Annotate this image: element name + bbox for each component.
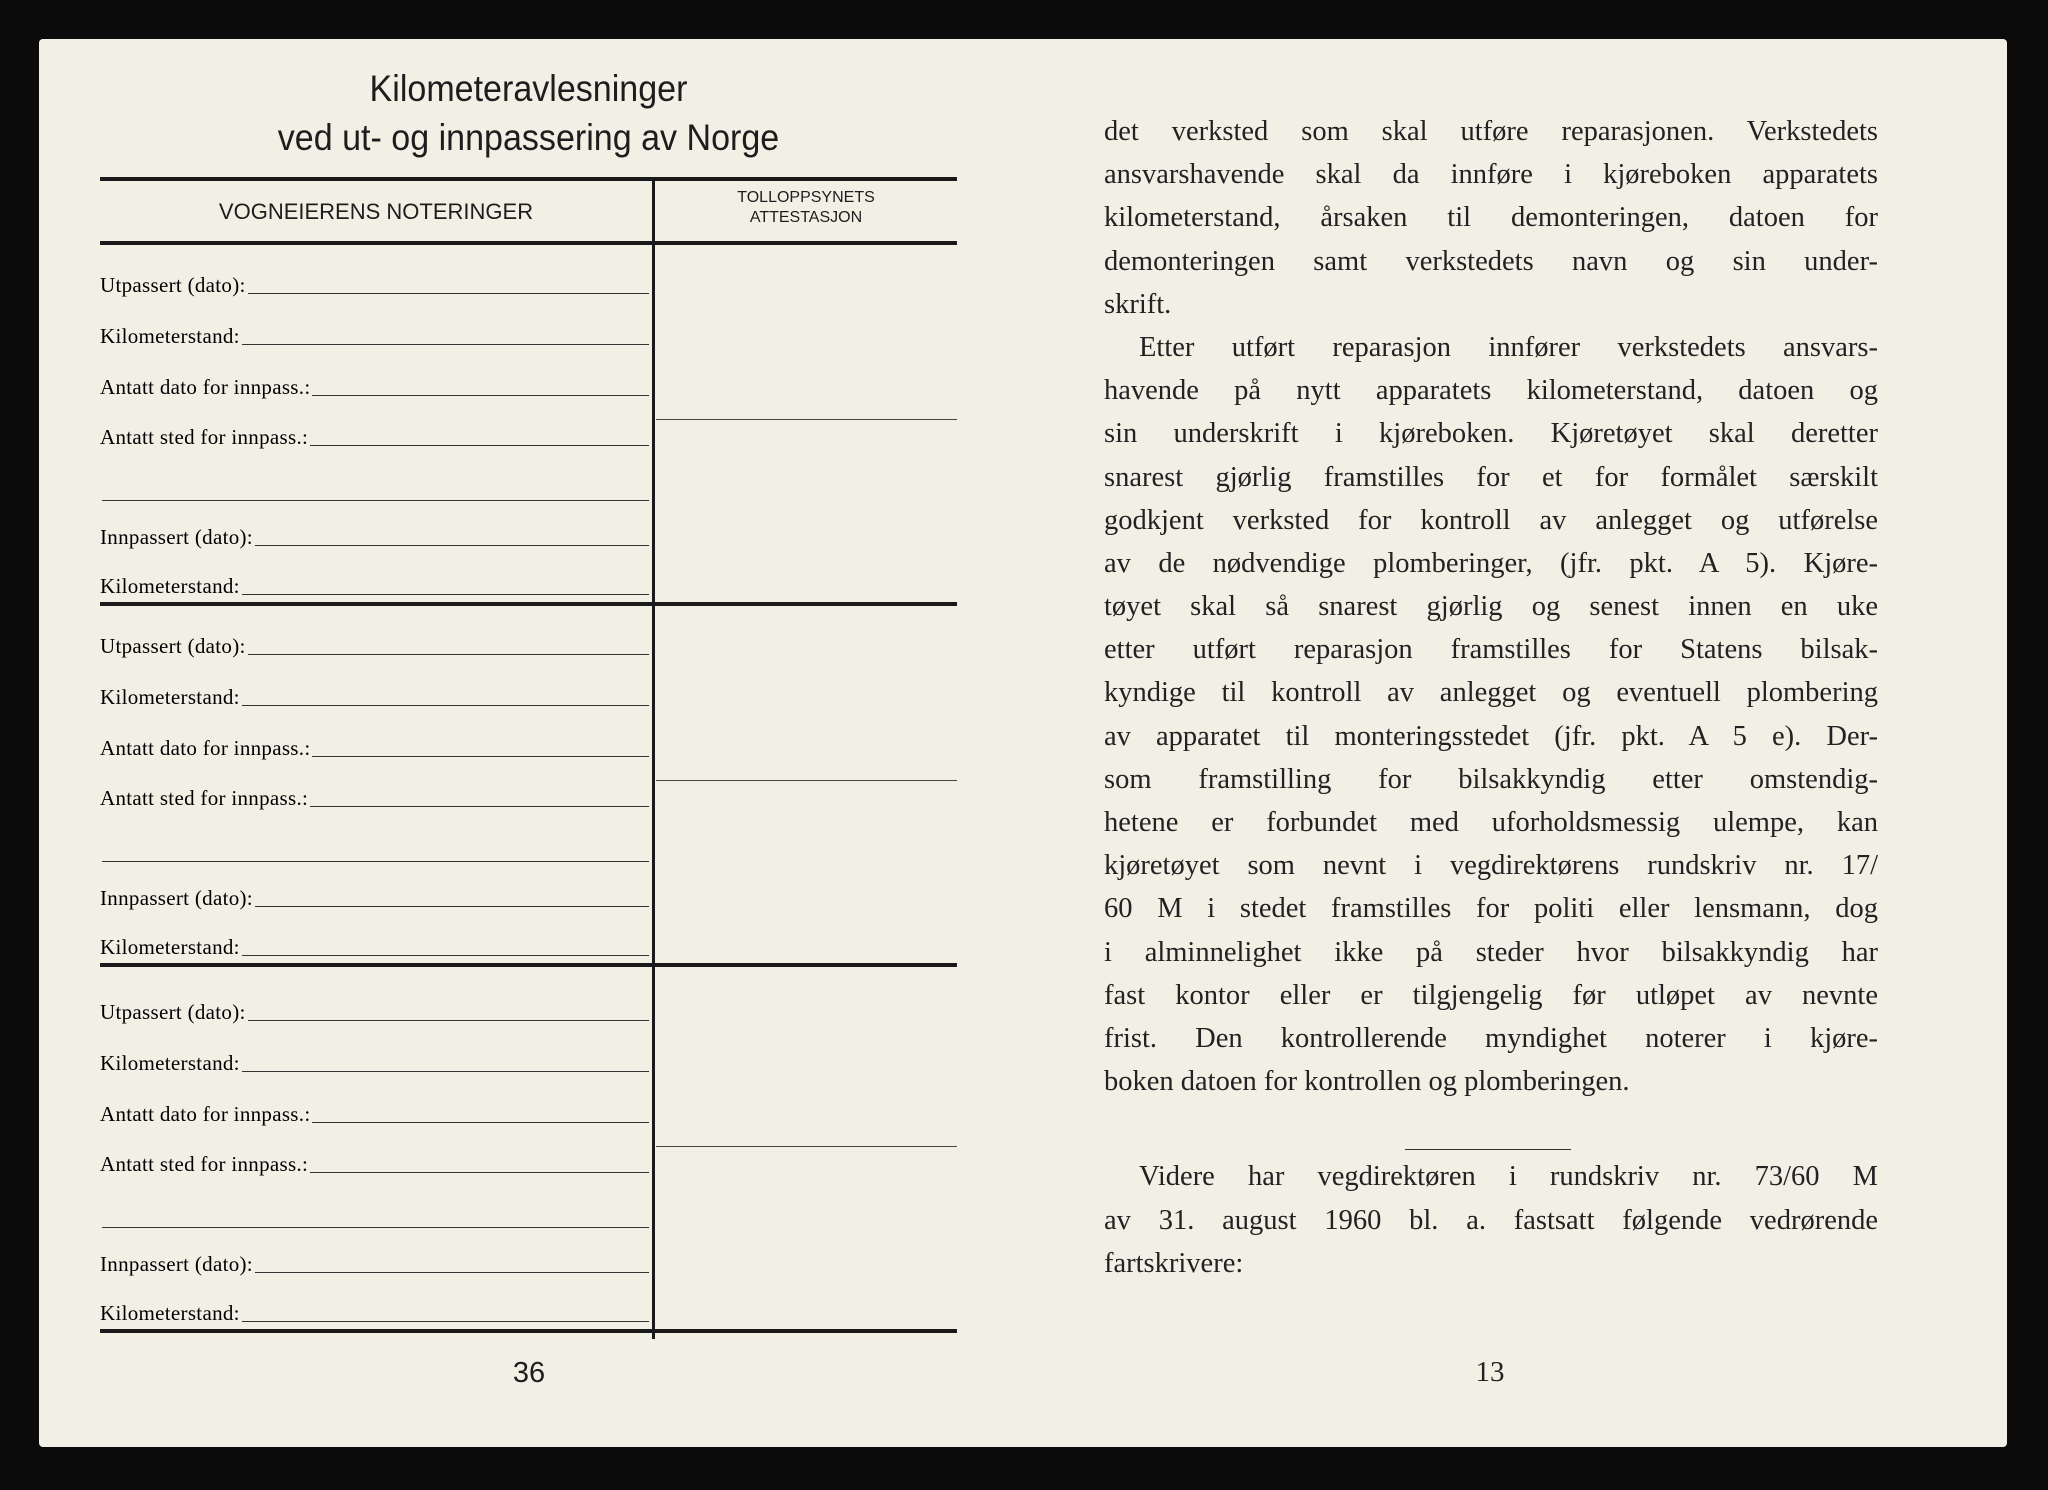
customs-signature-line[interactable] <box>656 780 957 781</box>
form-field-row <box>100 1101 649 1127</box>
fill-in-line[interactable] <box>310 445 649 446</box>
fill-in-line[interactable] <box>242 705 649 706</box>
text-line: sin underskrift i kjøreboken. Kjøretøyet skal deretter <box>1104 418 1878 450</box>
field-label: Kilometerstand: <box>100 935 240 959</box>
form-field-row <box>100 999 649 1025</box>
crossing-record-block <box>100 604 957 967</box>
fill-in-line[interactable] <box>102 861 649 862</box>
text-line: demonteringen samt verkstedets navn og sin under- <box>1104 245 1878 277</box>
fill-in-line[interactable] <box>312 395 649 396</box>
col-header-customs-line1: TOLLOPPSYNETS <box>737 189 875 206</box>
text-line: boken datoen for kontrollen og plomberingen. <box>1104 1066 1630 1098</box>
fill-in-line[interactable] <box>102 500 649 501</box>
text-line: kyndige til kontroll av anlegget og eventuell plombering <box>1104 677 1878 709</box>
text-line: av de nødvendige plomberinger, (jfr. pkt. A 5). Kjøre- <box>1104 547 1878 579</box>
text-line: Videre har vegdirektøren i rundskriv nr. 73/60 M <box>1139 1161 1878 1193</box>
fill-in-line[interactable] <box>310 1172 649 1173</box>
col-header-owner-notes: VOGNEIERENS NOTERINGER <box>218 199 534 224</box>
header-top-rule <box>100 177 957 181</box>
fill-in-line[interactable] <box>242 594 649 595</box>
form-field-row <box>100 573 649 599</box>
text-line: tøyet skal så snarest gjørlig og senest innen en uke <box>1104 591 1878 623</box>
form-field-row <box>100 524 649 550</box>
fill-in-line[interactable] <box>255 1272 649 1273</box>
form-field-row <box>100 272 649 298</box>
form-field-row <box>100 424 649 450</box>
form-field-row <box>100 1300 649 1326</box>
field-label: Innpassert (dato): <box>100 1252 253 1276</box>
text-line: av apparatet til monteringsstedet (jfr. pkt. A 5 e). Der- <box>1104 720 1878 752</box>
field-label: Kilometerstand: <box>100 1301 240 1325</box>
text-line: som framstilling for bilsakkyndig etter omstendig- <box>1104 763 1878 795</box>
body-text <box>1104 110 1878 1285</box>
paragraph <box>1104 326 1878 1103</box>
customs-signature-line[interactable] <box>656 1146 957 1147</box>
text-line: hetene er forbundet med uforholdsmessig ulempe, kan <box>1104 807 1878 838</box>
page-number-right: 13 <box>1475 1356 1505 1388</box>
form-field-row <box>100 934 649 960</box>
field-label: Kilometerstand: <box>100 574 240 598</box>
fill-in-line[interactable] <box>312 756 649 757</box>
form-title-line2: ved ut- og innpassering av Norge <box>277 117 780 158</box>
text-line: havende på nytt apparatets kilometerstand, datoen og <box>1104 375 1878 407</box>
field-label: Kilometerstand: <box>100 685 240 709</box>
form-field-row <box>100 785 649 811</box>
text-line: kilometerstand, årsaken til demonteringen, datoen for <box>1104 202 1878 234</box>
text-line: godkjent verksted for kontroll av anlegget og utførelse <box>1104 504 1878 536</box>
form-field-row <box>100 633 649 659</box>
text-line: Etter utført reparasjon innfører verkstedets ansvars- <box>1139 331 1878 363</box>
text-line: det verksted som skal utføre reparasjonen. Verkstedets <box>1104 116 1878 147</box>
fill-in-line[interactable] <box>255 906 649 907</box>
text-line: snarest gjørlig framstilles for et for formålet særskilt <box>1104 461 1878 493</box>
form-field-row <box>100 735 649 761</box>
crossing-record-block <box>100 970 957 1333</box>
fill-in-line[interactable] <box>102 1227 649 1228</box>
form-field-row <box>100 1151 649 1177</box>
text-line: ansvarshavende skal da innføre i kjøreboken apparatets <box>1104 159 1878 191</box>
text-line: av 31. august 1960 bl. a. fastsatt følgende vedrørende <box>1104 1204 1878 1236</box>
customs-signature-line[interactable] <box>656 419 957 420</box>
field-label: Antatt sted for innpass.: <box>100 425 309 449</box>
form-field-row <box>100 323 649 349</box>
text-line: frist. Den kontrollerende myndighet noterer i kjøre- <box>1104 1022 1878 1054</box>
form-field-row <box>100 374 649 400</box>
field-label: Antatt sted for innpass.: <box>100 786 309 810</box>
field-label: Antatt dato for innpass.: <box>100 1102 311 1126</box>
col-header-customs-line2: ATTESTASJON <box>749 209 863 226</box>
text-line: kjøretøyet som nevnt i vegdirektørens rundskriv nr. 17/ <box>1104 850 1878 882</box>
fill-in-line[interactable] <box>242 1321 649 1322</box>
fill-in-line[interactable] <box>248 1020 649 1021</box>
form-field-row <box>100 885 649 911</box>
field-label: Innpassert (dato): <box>100 886 253 910</box>
text-line: skrift. <box>1104 288 1172 320</box>
text-line: fartskrivere: <box>1104 1247 1244 1279</box>
form-field-row <box>100 684 649 710</box>
form-title-line1: Kilometeravlesninger <box>369 68 688 109</box>
paragraph <box>1104 110 1878 326</box>
section-separator <box>1405 1149 1571 1150</box>
fill-in-line[interactable] <box>255 545 649 546</box>
fill-in-line[interactable] <box>312 1122 649 1123</box>
fill-in-line[interactable] <box>310 806 649 807</box>
field-label: Antatt dato for innpass.: <box>100 375 311 399</box>
text-line: etter utført reparasjon framstilles for Statens bilsak- <box>1104 634 1878 666</box>
field-label: Utpassert (dato): <box>100 634 246 658</box>
form-field-row <box>100 1251 649 1277</box>
text-line: fast kontor eller er tilgjengelig før utløpet av nevnte <box>1104 979 1878 1011</box>
page-number-left: 36 <box>512 1357 546 1389</box>
field-label: Kilometerstand: <box>100 324 240 348</box>
crossing-record-block <box>100 243 957 606</box>
field-label: Innpassert (dato): <box>100 525 253 549</box>
fill-in-line[interactable] <box>248 654 649 655</box>
field-label: Antatt dato for innpass.: <box>100 736 311 760</box>
fill-in-line[interactable] <box>242 955 649 956</box>
form-field-row <box>100 1206 649 1232</box>
text-line: i alminnelighet ikke på steder hvor bilsakkyndig har <box>1104 936 1878 968</box>
field-label: Kilometerstand: <box>100 1051 240 1075</box>
fill-in-line[interactable] <box>242 344 649 345</box>
text-line: 60 M i stedet framstilles for politi eller lensmann, dog <box>1104 893 1878 925</box>
fill-in-line[interactable] <box>248 293 649 294</box>
form-field-row <box>100 1050 649 1076</box>
field-label: Utpassert (dato): <box>100 1000 246 1024</box>
paragraph <box>1104 1155 1878 1285</box>
fill-in-line[interactable] <box>242 1071 649 1072</box>
form-field-row <box>100 840 649 866</box>
field-label: Utpassert (dato): <box>100 273 246 297</box>
field-label: Antatt sted for innpass.: <box>100 1152 309 1176</box>
form-field-row <box>100 479 649 505</box>
header-column-divider <box>652 181 655 241</box>
